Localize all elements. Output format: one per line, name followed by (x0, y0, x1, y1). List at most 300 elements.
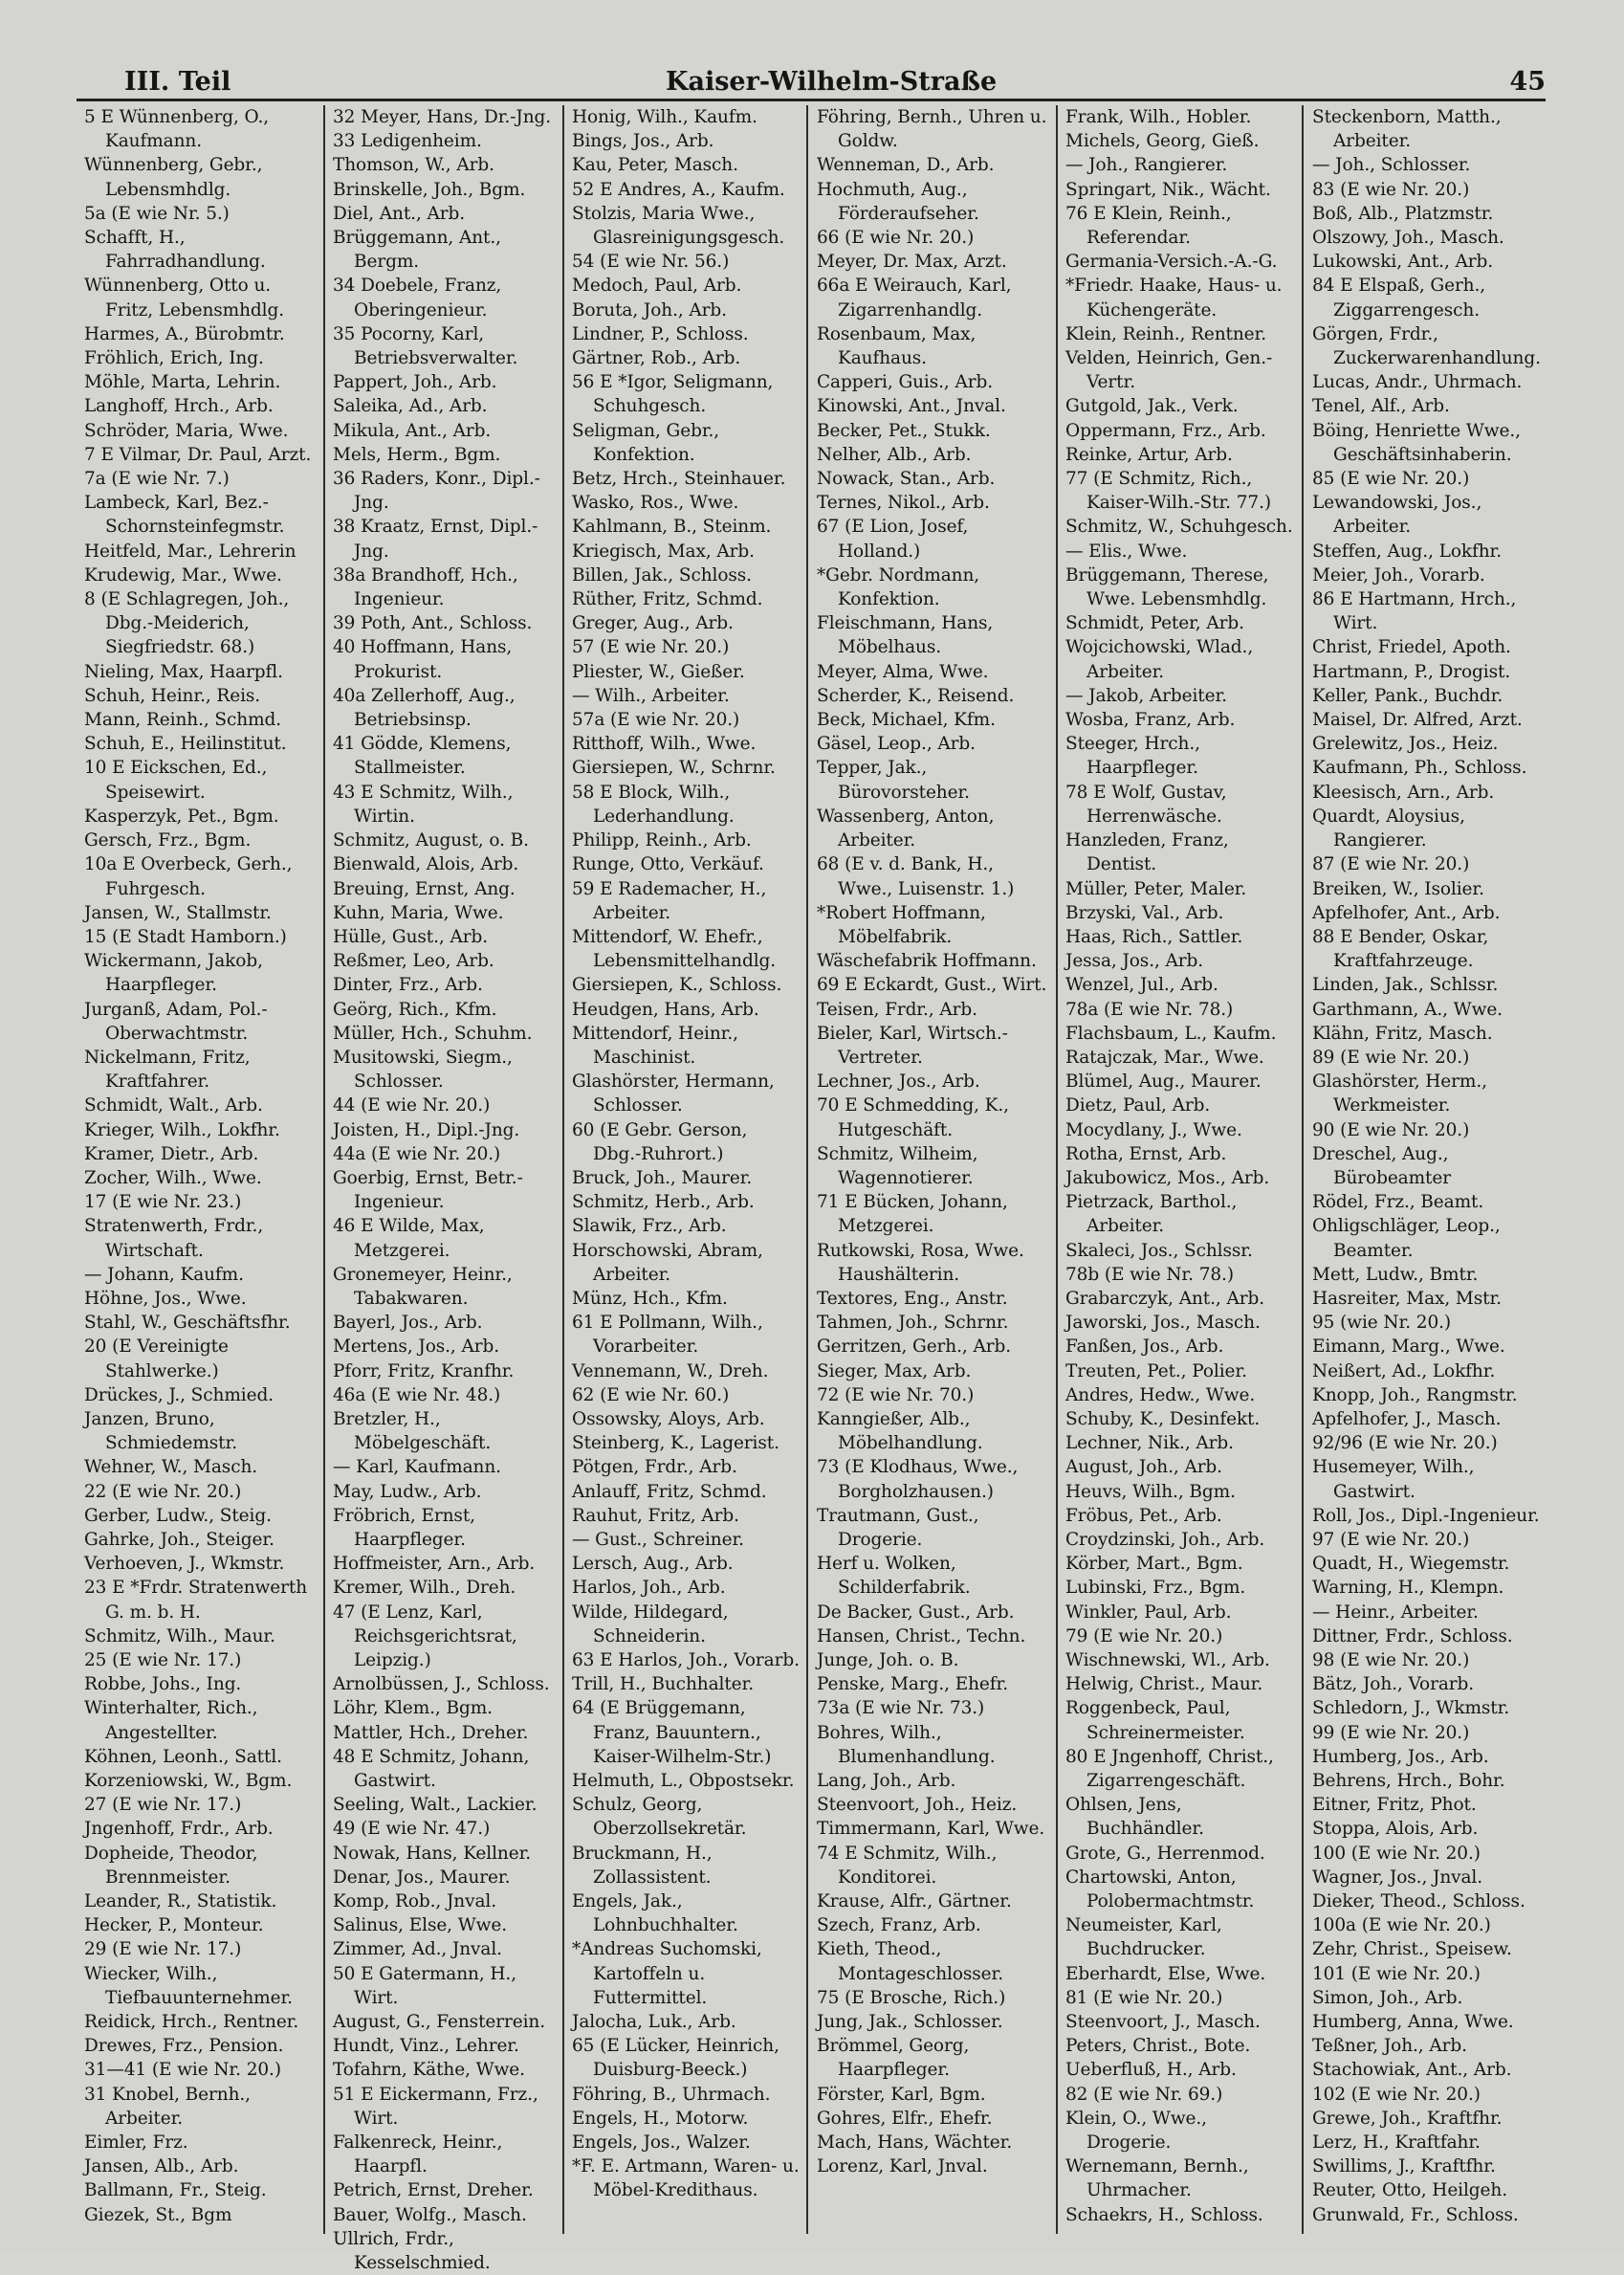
directory-entry: Hasreiter, Max, Mstr. (1312, 1288, 1502, 1309)
directory-entry: Engels, Jak., Lohnbuchhalter. (572, 1891, 738, 1936)
directory-entry: *Gebr. Nordmann, Konfektion. (817, 564, 980, 610)
directory-entry: 92/96 (E wie Nr. 20.) (1312, 1433, 1498, 1454)
directory-entry: Krieger, Wilh., Lokfhr. (84, 1119, 280, 1140)
directory-entry: Christ, Friedel, Apoth. (1312, 637, 1511, 658)
directory-entry: Höhne, Jos., Wwe. (84, 1288, 247, 1309)
directory-entry: Stachowiak, Ant., Arb. (1312, 2060, 1512, 2081)
page-number: 45 (1509, 67, 1546, 97)
column-2 (325, 105, 562, 2274)
directory-entry: Michels, Georg, Gieß. (1065, 131, 1260, 152)
directory-entry: 10 E Eickschen, Ed., Speisewirt. (84, 758, 268, 803)
directory-entry: 85 (E wie Nr. 20.) (1312, 469, 1470, 490)
directory-entry: Kanngießer, Alb., Möbelhandlung. (817, 1408, 983, 1454)
directory-entry: 36 Raders, Konr., Dipl.-Jng. (333, 469, 540, 514)
directory-entry: 49 (E wie Nr. 47.) (333, 1819, 491, 1840)
directory-entry: Timmermann, Karl, Wwe. (817, 1819, 1045, 1840)
directory-entry: Wehner, W., Masch. (84, 1457, 258, 1478)
directory-entry: Drückes, J., Schmied. (84, 1384, 274, 1405)
directory-entry: Grunwald, Fr., Schloss. (1312, 2204, 1519, 2225)
directory-entry: 57a (E wie Nr. 20.) (572, 710, 740, 731)
directory-entry: Kinowski, Ant., Jnval. (817, 396, 1006, 417)
directory-entry: 33 Ledigenheim. (333, 131, 482, 152)
directory-entry: Maisel, Dr. Alfred, Arzt. (1312, 710, 1523, 731)
directory-entry: Dietz, Paul, Arb. (1065, 1095, 1211, 1116)
directory-entry: Chartowski, Anton, Polobermachtmstr. (1065, 1866, 1255, 1912)
directory-entry: Wagner, Jos., Jnval. (1312, 1866, 1483, 1888)
directory-entry: Hecker, P., Monteur. (84, 1915, 264, 1936)
directory-entry: 66 (E wie Nr. 20.) (817, 228, 975, 249)
directory-entry: Vennemann, W., Dreh. (572, 1360, 769, 1381)
directory-entry: 48 E Schmitz, Johann, Gastwirt. (333, 1746, 530, 1792)
directory-entry: Olszowy, Joh., Masch. (1312, 228, 1504, 249)
directory-entry: Runge, Otto, Verkäuf. (572, 854, 764, 875)
directory-entry: Jngenhoff, Frdr., Arb. (84, 1819, 274, 1840)
directory-entry: Bohres, Wilh., Blumenhandlung. (817, 1722, 996, 1767)
directory-entry: Heudgen, Hans, Arb. (572, 999, 759, 1020)
directory-entry: 101 (E wie Nr. 20.) (1312, 1963, 1481, 1984)
directory-entry: Janzen, Bruno, Schmiedemstr. (84, 1408, 238, 1454)
directory-entry: Greger, Aug., Arb. (572, 613, 734, 634)
directory-entry: 67 (E Lion, Josef, Holland.) (817, 517, 969, 562)
directory-entry: August, Joh., Arb. (1065, 1457, 1222, 1478)
directory-entry: May, Ludw., Arb. (333, 1481, 482, 1502)
directory-entry: Wosba, Franz, Arb. (1065, 710, 1236, 731)
directory-entry: — Joh., Schlosser. (1312, 155, 1471, 176)
directory-entry: Stratenwerth, Frdr., Wirtschaft. (84, 1216, 264, 1261)
directory-entry: Schafft, H., Fahrradhandlung. (84, 228, 266, 273)
directory-entry: 72 (E wie Nr. 70.) (817, 1384, 975, 1405)
directory-entry: Kleesisch, Arn., Arb. (1312, 782, 1495, 803)
directory-entry: Hartmann, P., Drogist. (1312, 661, 1511, 682)
directory-entry: Stahl, W., Geschäftsfhr. (84, 1313, 291, 1334)
directory-entry: Lucas, Andr., Uhrmach. (1312, 372, 1523, 393)
directory-entry: Roll, Jos., Dipl.-Ingenieur. (1312, 1505, 1540, 1526)
directory-entry: Andres, Hedw., Wwe. (1065, 1384, 1256, 1405)
directory-entry: 70 E Schmedding, K., Hutgeschäft. (817, 1095, 1009, 1140)
directory-entry: Springart, Nik., Wächt. (1065, 179, 1271, 200)
directory-entry: Diel, Ant., Arb. (333, 203, 466, 224)
directory-entry: Schmidt, Walt., Arb. (84, 1095, 263, 1116)
directory-entry: Ossowsky, Aloys, Arb. (572, 1408, 765, 1429)
directory-entry: Boß, Alb., Platzmstr. (1312, 203, 1494, 224)
directory-entry: 46 E Wilde, Max, Metzgerei. (333, 1216, 485, 1261)
directory-entry: Glashörster, Hermann, Schlosser. (572, 1071, 775, 1116)
directory-entry: Trill, H., Buchhalter. (572, 1674, 754, 1695)
directory-entry: Ueberfluß, H., Arb. (1065, 2060, 1237, 2081)
directory-entry: Helwig, Christ., Maur. (1065, 1674, 1263, 1695)
directory-entry: Anlauff, Fritz, Schmd. (572, 1481, 767, 1502)
directory-entry: Quardt, Aloysius, Rangierer. (1312, 806, 1465, 851)
directory-entry: Wenzel, Jul., Arb. (1065, 975, 1218, 996)
directory-entry: 84 E Elspaß, Gerh., Ziggarrengesch. (1312, 276, 1486, 320)
directory-entry: 25 (E wie Nr. 17.) (84, 1650, 242, 1670)
directory-entry: Grote, G., Herrenmod. (1065, 1843, 1265, 1864)
directory-entry: Mett, Ludw., Bmtr. (1312, 1264, 1479, 1285)
directory-entry: Falkenreck, Heinr., Haarpfl. (333, 2132, 503, 2177)
directory-entry: Ullrich, Frdr., Kesselschmied. (333, 2228, 491, 2274)
directory-entry: Münz, Hch., Kfm. (572, 1288, 728, 1309)
directory-entry: Böing, Henriette Wwe., Geschäftsinhaberin. (1312, 420, 1521, 465)
directory-entry: Slawik, Frz., Arb. (572, 1216, 727, 1237)
directory-entry: 65 (E Lücker, Heinrich, Duisburg-Beeck.) (572, 2036, 779, 2081)
directory-entry: Swillims, J., Kraftfhr. (1312, 2156, 1496, 2177)
directory-entry: De Backer, Gust., Arb. (817, 1601, 1015, 1623)
directory-entry: — Johann, Kaufm. (84, 1264, 244, 1285)
directory-entry: 41 Gödde, Klemens, Stallmeister. (333, 734, 512, 779)
directory-entry: Müller, Peter, Maler. (1065, 878, 1247, 899)
directory-entry: Wernemann, Bernh., Uhrmacher. (1065, 2156, 1249, 2201)
directory-entry: 89 (E wie Nr. 20.) (1312, 1047, 1470, 1068)
directory-entry: Hundt, Vinz., Lehrer. (333, 2036, 519, 2057)
directory-entry: 86 E Hartmann, Hrch., Wirt. (1312, 589, 1517, 634)
directory-entry: Schmitz, Wilh., Maur. (84, 1625, 275, 1646)
directory-entry: Steinberg, K., Lagerist. (572, 1433, 779, 1454)
directory-entry: Linden, Jak., Schlssr. (1312, 975, 1499, 996)
directory-entry: Honig, Wilh., Kaufm. (572, 107, 757, 127)
street-title: Kaiser-Wilhelm-Straße (666, 67, 998, 97)
directory-entry: 75 (E Brosche, Rich.) (817, 1987, 1006, 2008)
directory-entry: Zocher, Wilh., Wwe. (84, 1167, 262, 1188)
directory-entry: Neißert, Ad., Lokfhr. (1312, 1360, 1496, 1381)
directory-entry: Mattler, Hch., Dreher. (333, 1722, 529, 1743)
directory-entry: *Friedr. Haake, Haus- u. Küchengeräte. (1065, 276, 1283, 320)
directory-entry: Schmitz, W., Schuhgesch. (1065, 517, 1293, 538)
directory-entry: Giezek, St., Bgm (84, 2204, 232, 2225)
directory-entry: Velden, Heinrich, Gen.-Vertr. (1065, 348, 1273, 393)
directory-entry: 57 (E wie Nr. 20.) (572, 637, 730, 658)
directory-entry: Kriegisch, Max, Arb. (572, 541, 755, 562)
directory-entry: 79 (E wie Nr. 20.) (1065, 1625, 1223, 1646)
directory-entry: Boruta, Joh., Arb. (572, 299, 727, 320)
directory-entry: — Karl, Kaufmann. (333, 1457, 501, 1478)
directory-entry: Geörg, Rich., Kfm. (333, 999, 497, 1020)
directory-entry: Brüggemann, Therese, Wwe. Lebensmhdlg. (1065, 564, 1269, 610)
directory-entry: Steckenborn, Matth., Arbeiter. (1312, 107, 1502, 152)
directory-entry: Zehr, Christ., Speisew. (1312, 1939, 1512, 1960)
directory-entry: Pappert, Joh., Arb. (333, 372, 497, 393)
directory-entry: Grabarczyk, Ant., Arb. (1065, 1288, 1264, 1309)
directory-entry: Mels, Herm., Bgm. (333, 444, 501, 465)
directory-entry: Tepper, Jak., Bürovorsteher. (817, 758, 970, 803)
directory-entry: Hochmuth, Aug., Förderaufseher. (817, 179, 979, 224)
directory-entry: 102 (E wie Nr. 20.) (1312, 2084, 1481, 2105)
directory-entry: Steenvoort, J., Masch. (1065, 2012, 1261, 2033)
directory-entry: Ohlsen, Jens, Buchhändler. (1065, 1795, 1204, 1840)
directory-entry: Fröhlich, Erich, Ing. (84, 348, 264, 369)
directory-entry: 5a (E wie Nr. 5.) (84, 203, 230, 224)
directory-entry: Steffen, Aug., Lokfhr. (1312, 541, 1503, 562)
directory-entry: Nowak, Hans, Kellner. (333, 1843, 532, 1864)
directory-entry: Petrich, Ernst, Dreher. (333, 2180, 534, 2201)
directory-entry: 27 (E wie Nr. 17.) (84, 1795, 242, 1816)
page-header (92, 59, 1546, 101)
directory-entry: Capperi, Guis., Arb. (817, 372, 994, 393)
directory-entry: Wiecker, Wilh., Tiefbauunternehmer. (84, 1963, 293, 2008)
directory-entry: Pietrzack, Barthol., Arbeiter. (1065, 1192, 1238, 1237)
directory-entry: Schmidt, Peter, Arb. (1065, 613, 1244, 634)
directory-entry: Köhnen, Leonh., Sattl. (84, 1746, 282, 1767)
directory-entry: 17 (E wie Nr. 23.) (84, 1192, 242, 1213)
directory-entry: Jaworski, Jos., Masch. (1065, 1313, 1261, 1334)
directory-entry: 80 E Jngenhoff, Christ., Zigarrengeschäft. (1065, 1746, 1274, 1792)
directory-entry: Gerber, Ludw., Steig. (84, 1505, 272, 1526)
directory-entry: Wasko, Ros., Wwe. (572, 493, 739, 514)
directory-entry: Reßmer, Leo, Arb. (333, 951, 494, 972)
directory-entry: 100a (E wie Nr. 20.) (1312, 1915, 1491, 1936)
directory-entry: Bieler, Karl, Wirtsch.-Vertreter. (817, 1023, 1008, 1068)
directory-entry: Humberg, Anna, Wwe. (1312, 2012, 1514, 2033)
directory-entry: 61 E Pollmann, Wilh., Vorarbeiter. (572, 1313, 763, 1358)
directory-entry: Krause, Alfr., Gärtner. (817, 1891, 1012, 1912)
directory-entry: Scherder, K., Reisend. (817, 685, 1015, 706)
directory-entry: Dopheide, Theodor, Brennmeister. (84, 1843, 258, 1888)
directory-entry: Mikula, Ant., Arb. (333, 420, 492, 441)
directory-entry: Müller, Hch., Schuhm. (333, 1023, 533, 1044)
directory-entry: 56 E *Igor, Seligmann, Schuhgesch. (572, 372, 774, 417)
directory-entry: Rödel, Frz., Beamt. (1312, 1192, 1484, 1213)
directory-entry: Eberhardt, Else, Wwe. (1065, 1963, 1266, 1984)
directory-entry: Stoppa, Alois, Arb. (1312, 1819, 1479, 1840)
directory-entry: Hoffmeister, Arn., Arb. (333, 1554, 536, 1575)
directory-entry: Lambeck, Karl, Bez.-Schornsteinfegmstr. (84, 493, 285, 538)
directory-entry: Flachsbaum, L., Kaufm. (1065, 1023, 1277, 1044)
directory-entry: Harlos, Joh., Arb. (572, 1578, 726, 1599)
directory-entry: Reidick, Hrch., Rentner. (84, 2012, 299, 2033)
directory-entry: Komp, Rob., Jnval. (333, 1891, 496, 1912)
directory-entry: Stolzis, Maria Wwe., Glasreinigungsgesch. (572, 203, 785, 249)
directory-entry: 99 (E wie Nr. 20.) (1312, 1722, 1470, 1743)
directory-entry: Gahrke, Joh., Steiger. (84, 1529, 274, 1550)
column-3 (564, 105, 806, 2234)
directory-entry: Warning, H., Klempn. (1312, 1578, 1504, 1599)
directory-entry: Klein, Reinh., Rentner. (1065, 323, 1267, 344)
directory-entry: 31 Knobel, Bernh., Arbeiter. (84, 2084, 251, 2129)
directory-entry: Klein, O., Wwe., Drogerie. (1065, 2108, 1207, 2154)
directory-entry: Jakubowicz, Mos., Arb. (1065, 1167, 1270, 1188)
directory-entry: Hansen, Christ., Techn. (817, 1625, 1026, 1646)
directory-entry: 62 (E wie Nr. 60.) (572, 1384, 730, 1405)
directory-entry: Helmuth, L., Obpostsekr. (572, 1771, 795, 1792)
directory-entry: Heitfeld, Mar., Lehrerin (84, 541, 296, 562)
directory-entry: Glashörster, Herm., Werkmeister. (1312, 1071, 1487, 1116)
directory-entry: 50 E Gatermann, H., Wirt. (333, 1963, 516, 2008)
directory-entry: Engels, H., Motorw. (572, 2108, 749, 2129)
directory-entry: 76 E Klein, Reinh., Referendar. (1065, 203, 1232, 249)
directory-entry: Drewes, Frz., Pension. (84, 2036, 284, 2057)
directory-entry: Frank, Wilh., Hobler. (1065, 107, 1252, 127)
directory-entry: Ballmann, Fr., Steig. (84, 2180, 267, 2201)
directory-entry: Kremer, Wilh., Dreh. (333, 1578, 516, 1599)
directory-entry: Wischnewski, Wl., Arb. (1065, 1650, 1270, 1670)
directory-entry: — Heinr., Arbeiter. (1312, 1601, 1479, 1623)
directory-entry: Germania-Versich.-A.-G. (1065, 252, 1278, 273)
directory-entry: Tenel, Alf., Arb. (1312, 396, 1450, 417)
directory-entry: Denar, Jos., Maurer. (333, 1866, 511, 1888)
directory-entry: Knopp, Joh., Rangmstr. (1312, 1384, 1518, 1405)
directory-entry: Kuhn, Maria, Wwe. (333, 902, 504, 923)
directory-entry: Apfelhofer, Ant., Arb. (1312, 902, 1501, 923)
directory-entry: Bayerl, Jos., Arb. (333, 1313, 483, 1334)
directory-entry: 8 (E Schlagregen, Joh., Dbg.-Meiderich, Siegfriedstr. 68.) (84, 589, 290, 658)
directory-entry: Schulz, Georg, Oberzollsekretär. (572, 1795, 747, 1840)
directory-entry: Junge, Joh. o. B. (817, 1650, 959, 1670)
directory-entry: Winterhalter, Rich., Angestellter. (84, 1698, 258, 1743)
directory-entry: 39 Poth, Ant., Schloss. (333, 613, 533, 634)
directory-entry: Jansen, Alb., Arb. (84, 2156, 239, 2177)
directory-entry: Möhle, Marta, Lehrin. (84, 372, 281, 393)
directory-entry: 97 (E wie Nr. 20.) (1312, 1529, 1470, 1550)
directory-entry: Wojcichowski, Wlad., Arbeiter. (1065, 637, 1254, 682)
directory-entry: Schmitz, August, o. B. (333, 830, 529, 851)
directory-entry: Steeger, Hrch., Haarpfleger. (1065, 734, 1200, 779)
column-6 (1305, 105, 1555, 2234)
directory-entry: Schuh, Heinr., Reis. (84, 685, 261, 706)
directory-entry: Becker, Pet., Stukk. (817, 420, 991, 441)
directory-entry: Lukowski, Ant., Arb. (1312, 252, 1494, 273)
directory-entry: Wäschefabrik Hoffmann. (817, 951, 1037, 972)
directory-entry: Dieker, Theod., Schloss. (1312, 1891, 1525, 1912)
directory-entry: Gohres, Elfr., Ehefr. (817, 2108, 993, 2129)
header-rule (77, 99, 1546, 101)
directory-entry: Wassenberg, Anton, Arbeiter. (817, 806, 995, 851)
directory-entry: Dreschel, Aug., Bürobeamter (1312, 1143, 1451, 1188)
directory-entry: Körber, Mart., Bgm. (1065, 1554, 1243, 1575)
directory-entry: *F. E. Artmann, Waren- u. Möbel-Kredithaus. (572, 2156, 800, 2201)
directory-entry: Eimler, Frz. (84, 2132, 188, 2154)
directory-entry: 38a Brandhoff, Hch., Ingenieur. (333, 564, 518, 610)
directory-entry: Croydzinski, Joh., Arb. (1065, 1529, 1265, 1550)
directory-entry: 23 E *Frdr. Stratenwerth G. m. b. H. (84, 1578, 308, 1623)
directory-entry: 95 (wie Nr. 20.) (1312, 1313, 1452, 1334)
directory-entry: Dittner, Frdr., Schloss. (1312, 1625, 1513, 1646)
directory-entry: 78b (E wie Nr. 78.) (1065, 1264, 1234, 1285)
directory-entry: Betz, Hrch., Steinhauer. (572, 469, 786, 490)
directory-entry: Wünnenberg, Gebr., Lebensmhdlg. (84, 155, 263, 200)
directory-entry: 52 E Andres, A., Kaufm. (572, 179, 785, 200)
directory-entry: 40 Hoffmann, Hans, Prokurist. (333, 637, 513, 682)
directory-entry: Fröbrich, Ernst, Haarpfleger. (333, 1505, 475, 1550)
column-separator (1302, 105, 1304, 2234)
directory-entry: Bauer, Wolfg., Masch. (333, 2204, 527, 2225)
directory-entry: Nieling, Max, Haarpfl. (84, 661, 283, 682)
directory-entry: Apfelhofer, J., Masch. (1312, 1408, 1502, 1429)
directory-entry: 29 (E wie Nr. 17.) (84, 1939, 242, 1960)
directory-entry: Mittendorf, Heinr., Maschinist. (572, 1023, 738, 1068)
directory-entry: Steenvoort, Joh., Heiz. (817, 1795, 1018, 1816)
directory-entry: Ternes, Nikol., Arb. (817, 493, 990, 514)
directory-entry: 69 E Eckardt, Gust., Wirt. (817, 975, 1047, 996)
directory-entry: Simon, Joh., Arb. (1312, 1987, 1463, 2008)
directory-entry: Joisten, H., Dipl.-Jng. (333, 1119, 520, 1140)
directory-entry: Rüther, Fritz, Schmd. (572, 589, 763, 610)
directory-entry: Giersiepen, W., Schrnr. (572, 758, 776, 779)
directory-entry: 60 (E Gebr. Gerson, Dbg.-Ruhrort.) (572, 1119, 748, 1164)
directory-entry: Peters, Christ., Bote. (1065, 2036, 1251, 2057)
directory-entry: Mittendorf, W. Ehefr., Lebensmittelhandlg. (572, 926, 777, 972)
directory-entry: Haas, Rich., Sattler. (1065, 926, 1243, 947)
directory-entry: 54 (E wie Nr. 56.) (572, 252, 730, 273)
directory-entry: Heuvs, Wilh., Bgm. (1065, 1481, 1236, 1502)
directory-entry: 78a (E wie Nr. 78.) (1065, 999, 1234, 1020)
directory-entry: Teßner, Joh., Arb. (1312, 2036, 1467, 2057)
directory-entry: 20 (E Vereinigte Stahlwerke.) (84, 1336, 229, 1381)
directory-entry: Gersch, Frz., Bgm. (84, 830, 252, 851)
directory-entry: 98 (E wie Nr. 20.) (1312, 1650, 1470, 1670)
directory-entry: Fanßen, Jos., Arb. (1065, 1336, 1224, 1358)
directory-entry: Grelewitz, Jos., Heiz. (1312, 734, 1499, 755)
directory-entry: Rauhut, Fritz, Arb. (572, 1505, 739, 1526)
directory-entry: 100 (E wie Nr. 20.) (1312, 1843, 1481, 1864)
directory-entry: Bruckmann, H., Zollassistent. (572, 1843, 713, 1888)
directory-entry: Schmitz, Wilheim, Wagennotierer. (817, 1143, 978, 1188)
directory-entry: Seeling, Walt., Lackier. (333, 1795, 538, 1816)
directory-entry: Lechner, Nik., Arb. (1065, 1433, 1234, 1454)
directory-entry: Blümel, Aug., Maurer. (1065, 1071, 1262, 1093)
directory-entry: Reuter, Otto, Heilgeh. (1312, 2180, 1507, 2201)
directory-entry: Salinus, Else, Wwe. (333, 1915, 508, 1936)
directory-entry: Wilde, Hildegard, Schneiderin. (572, 1601, 729, 1646)
directory-entry: 35 Pocorny, Karl, Betriebsverwalter. (333, 323, 518, 369)
directory-entry: Hanzleden, Franz, Dentist. (1065, 830, 1229, 875)
directory-entry: 34 Doebele, Franz, Oberingenieur. (333, 276, 502, 320)
directory-entry: Verhoeven, J., Wkmstr. (84, 1554, 285, 1575)
directory-entry: — Elis., Wwe. (1065, 541, 1188, 562)
directory-entry: Beck, Michael, Kfm. (817, 710, 996, 731)
directory-entry: Jalocha, Luk., Arb. (572, 2012, 736, 2033)
directory-entry: Eitner, Fritz, Phot. (1312, 1795, 1477, 1816)
directory-entry: 7 E Vilmar, Dr. Paul, Arzt. (84, 444, 312, 465)
directory-entry: Langhoff, Hrch., Arb. (84, 396, 274, 417)
directory-entry: Schmitz, Herb., Arb. (572, 1192, 755, 1213)
directory-entry: 88 E Bender, Oskar, Kraftfahrzeuge. (1312, 926, 1489, 972)
directory-entry: Giersiepen, K., Schloss. (572, 975, 782, 996)
directory-entry: Jessa, Jos., Arb. (1065, 951, 1204, 972)
directory-entry: Nickelmann, Fritz, Kraftfahrer. (84, 1047, 251, 1093)
directory-entry: 58 E Block, Wilh., Lederhandlung. (572, 782, 735, 827)
directory-entry: 40a Zellerhoff, Aug., Betriebsinsp. (333, 685, 516, 731)
directory-entry: Penske, Marg., Ehefr. (817, 1674, 1009, 1695)
directory-entry: 44 (E wie Nr. 20.) (333, 1095, 491, 1116)
directory-entry: Trautmann, Gust., Drogerie. (817, 1505, 979, 1550)
directory-entry: 5 E Wünnenberg, O., Kaufmann. (84, 107, 270, 152)
directory-entry: Eimann, Marg., Wwe. (1312, 1336, 1505, 1358)
directory-entry: — Joh., Rangierer. (1065, 155, 1228, 176)
directory-entry: Kieth, Theod., Montageschlosser. (817, 1939, 1004, 1984)
directory-entry: Schuby, K., Desinfekt. (1065, 1408, 1261, 1429)
directory-entry: Meyer, Alma, Wwe. (817, 661, 989, 682)
directory-entry: Brinskelle, Joh., Bgm. (333, 179, 526, 200)
directory-entry: Philipp, Reinh., Arb. (572, 830, 752, 851)
directory-entry: Bätz, Joh., Vorarb. (1312, 1674, 1475, 1695)
directory-entry: 44a (E wie Nr. 20.) (333, 1143, 501, 1164)
directory-entry: Bings, Jos., Arb. (572, 131, 714, 152)
column-separator (806, 105, 808, 2234)
directory-entry: Pliester, W., Gießer. (572, 661, 745, 682)
directory-entry: Jung, Jak., Schlosser. (817, 2012, 1003, 2033)
directory-entry: Goerbig, Ernst, Betr.-Ingenieur. (333, 1167, 523, 1213)
column-4 (809, 105, 1056, 2234)
directory-entry: Mocydlany, J., Wwe. (1065, 1119, 1242, 1140)
directory-entry: Leander, R., Statistik. (84, 1891, 277, 1912)
directory-entry: 81 (E wie Nr. 20.) (1065, 1987, 1223, 2008)
directory-entry: Oppermann, Frz., Arb. (1065, 420, 1266, 441)
directory-entry: Medoch, Paul, Arb. (572, 276, 742, 297)
directory-entry: Schledorn, J., Wkmstr. (1312, 1698, 1510, 1719)
directory-entry: Mertens, Jos., Arb. (333, 1336, 500, 1358)
directory-entry: 77 (E Schmitz, Rich., Kaiser-Wilh.-Str. 77.) (1065, 469, 1271, 514)
directory-entry: 32 Meyer, Hans, Dr.-Jng. (333, 107, 552, 127)
directory-entry: Skaleci, Jos., Schlssr. (1065, 1240, 1253, 1261)
